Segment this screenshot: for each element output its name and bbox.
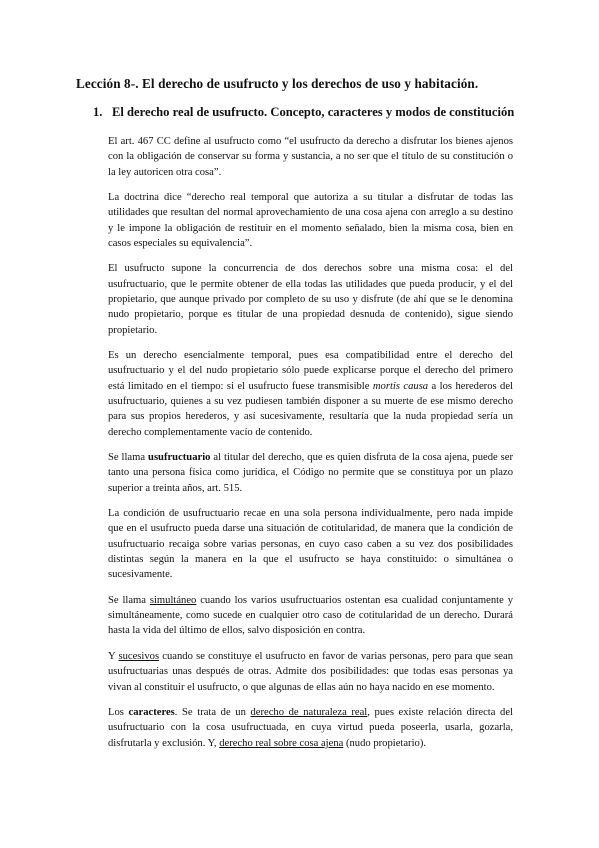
text-span: Los xyxy=(108,707,129,718)
text-span: cuando los varios usufructuarios ostentan esa cualidad conjuntamente y simultáneamente, como sucede en cualquier otro caso de cotitularidad de un derecho. Durará hasta la vida del último de ellos, salvo disposición en contra. xyxy=(108,594,513,637)
paragraph-cotitularidad: La condición de usufructuario recae en una sola persona individualmente, pero nada impide que en el usufructo pueda darse una situación de cotitularidad, de manera que la condición de usufructuario recaiga sobre varias personas, en cuyo caso caben a su vez dos posibilidades distintas según la manera en la que el usufructo se haya constituido: o simultánea o sucesivamente. xyxy=(108,508,513,581)
text-span: , pues existe relación directa del usufructuario con la cosa usufructuada, en cuya virtud pueda poseerla, usarla, gozarla, disfrutarla y exclusión. Y, xyxy=(108,707,513,749)
paragraph-temporal xyxy=(108,348,513,440)
underlined-term: sucesivos xyxy=(118,650,160,662)
bold-term: caracteres xyxy=(128,707,175,718)
paragraph-usufructuario xyxy=(108,450,513,496)
paragraph-doctrine: La doctrina dice “derecho real temporal que autoriza a su titular a disfrutar de todas las utilidades que resultan del normal aprovechamiento de una cosa ajena con arreglo a su destino y le impone la obligación de restituir en el momento señalado, bien la misma cosa, bien en casos especiales su equivalencia”. xyxy=(108,192,513,249)
section-body xyxy=(76,134,513,751)
paragraph-concurrence: El usufructo supone la concurrencia de dos derechos sobre una misma cosa: el del usufructuario, que le permite obtener de ella todas las utilidades que pueda producir, y el del propietario, que aunque privado por completo de su uso y disfrute (de ahí que se le denomina nudo propietario, porque es titular de una propiedad desnuda de contenido), sigue siendo propietario. xyxy=(108,263,513,336)
section-number: 1. xyxy=(93,105,103,119)
underlined-term: derecho real sobre cosa ajena xyxy=(219,737,344,749)
paragraph-caracteres xyxy=(108,705,513,751)
paragraph-sucesivos xyxy=(108,649,513,695)
text-span: (nudo propietario). xyxy=(343,737,426,749)
paragraph-definition: El art. 467 CC define al usufructo como “el usufructo da derecho a disfrutar los bienes ajenos con la obligación de conservar su forma y sustancia, a no ser que el título de su constitución o la ley autoricen otra cosa”. xyxy=(108,136,513,178)
paragraph-simultaneo xyxy=(108,593,513,639)
italic-term: mortis causa xyxy=(372,380,429,392)
section-title: El derecho real de usufructo. Concepto, caracteres y modos de constitución xyxy=(112,105,515,119)
bold-term: usufructuario xyxy=(148,452,211,464)
text-span: al titular del derecho, que es quien disfruta de la cosa ajena, puede ser tanto una persona física como jurídica, el Código no permite que se constituya por un plazo superior a treinta años, art. 515. xyxy=(108,452,514,494)
text-span: cuando se constituye el usufructo en favor de varias personas, pero para que sean usufructuarias unas después de otras. Admite dos posibilidades: que todas esas personas ya vivan al constituir el usufructo, o que algunas de ellas aún no haya nacido en ese momento. xyxy=(108,650,514,693)
underlined-term: derecho de naturaleza real xyxy=(250,707,368,718)
section-heading xyxy=(93,105,513,120)
text-span: Se llama xyxy=(108,594,150,606)
underlined-term: simultáneo xyxy=(149,594,197,606)
text-span: Es un derecho esencialmente temporal, pues esa compatibilidad entre el derecho del usufructuario y el del nudo propietario sólo puede explicarse porque el derecho del primero está limitado en el tiempo: si el usufructo fuese transmisible xyxy=(108,350,513,392)
text-span: Y xyxy=(108,650,119,662)
text-span: a los herederos del usufructuario, quienes a su vez pudiesen también disponer a su muerte de ese mismo derecho para sus propios herederos, y así sucesivamente, resultaría que la nuda propiedad sería un derecho complementamente vacío de contenido. xyxy=(108,380,513,438)
text-span: Se llama xyxy=(108,452,149,464)
text-span: . Se trata de un xyxy=(174,707,251,718)
lesson-title: Lección 8-. El derecho de usufructo y los derechos de uso y habitación. xyxy=(76,76,479,91)
